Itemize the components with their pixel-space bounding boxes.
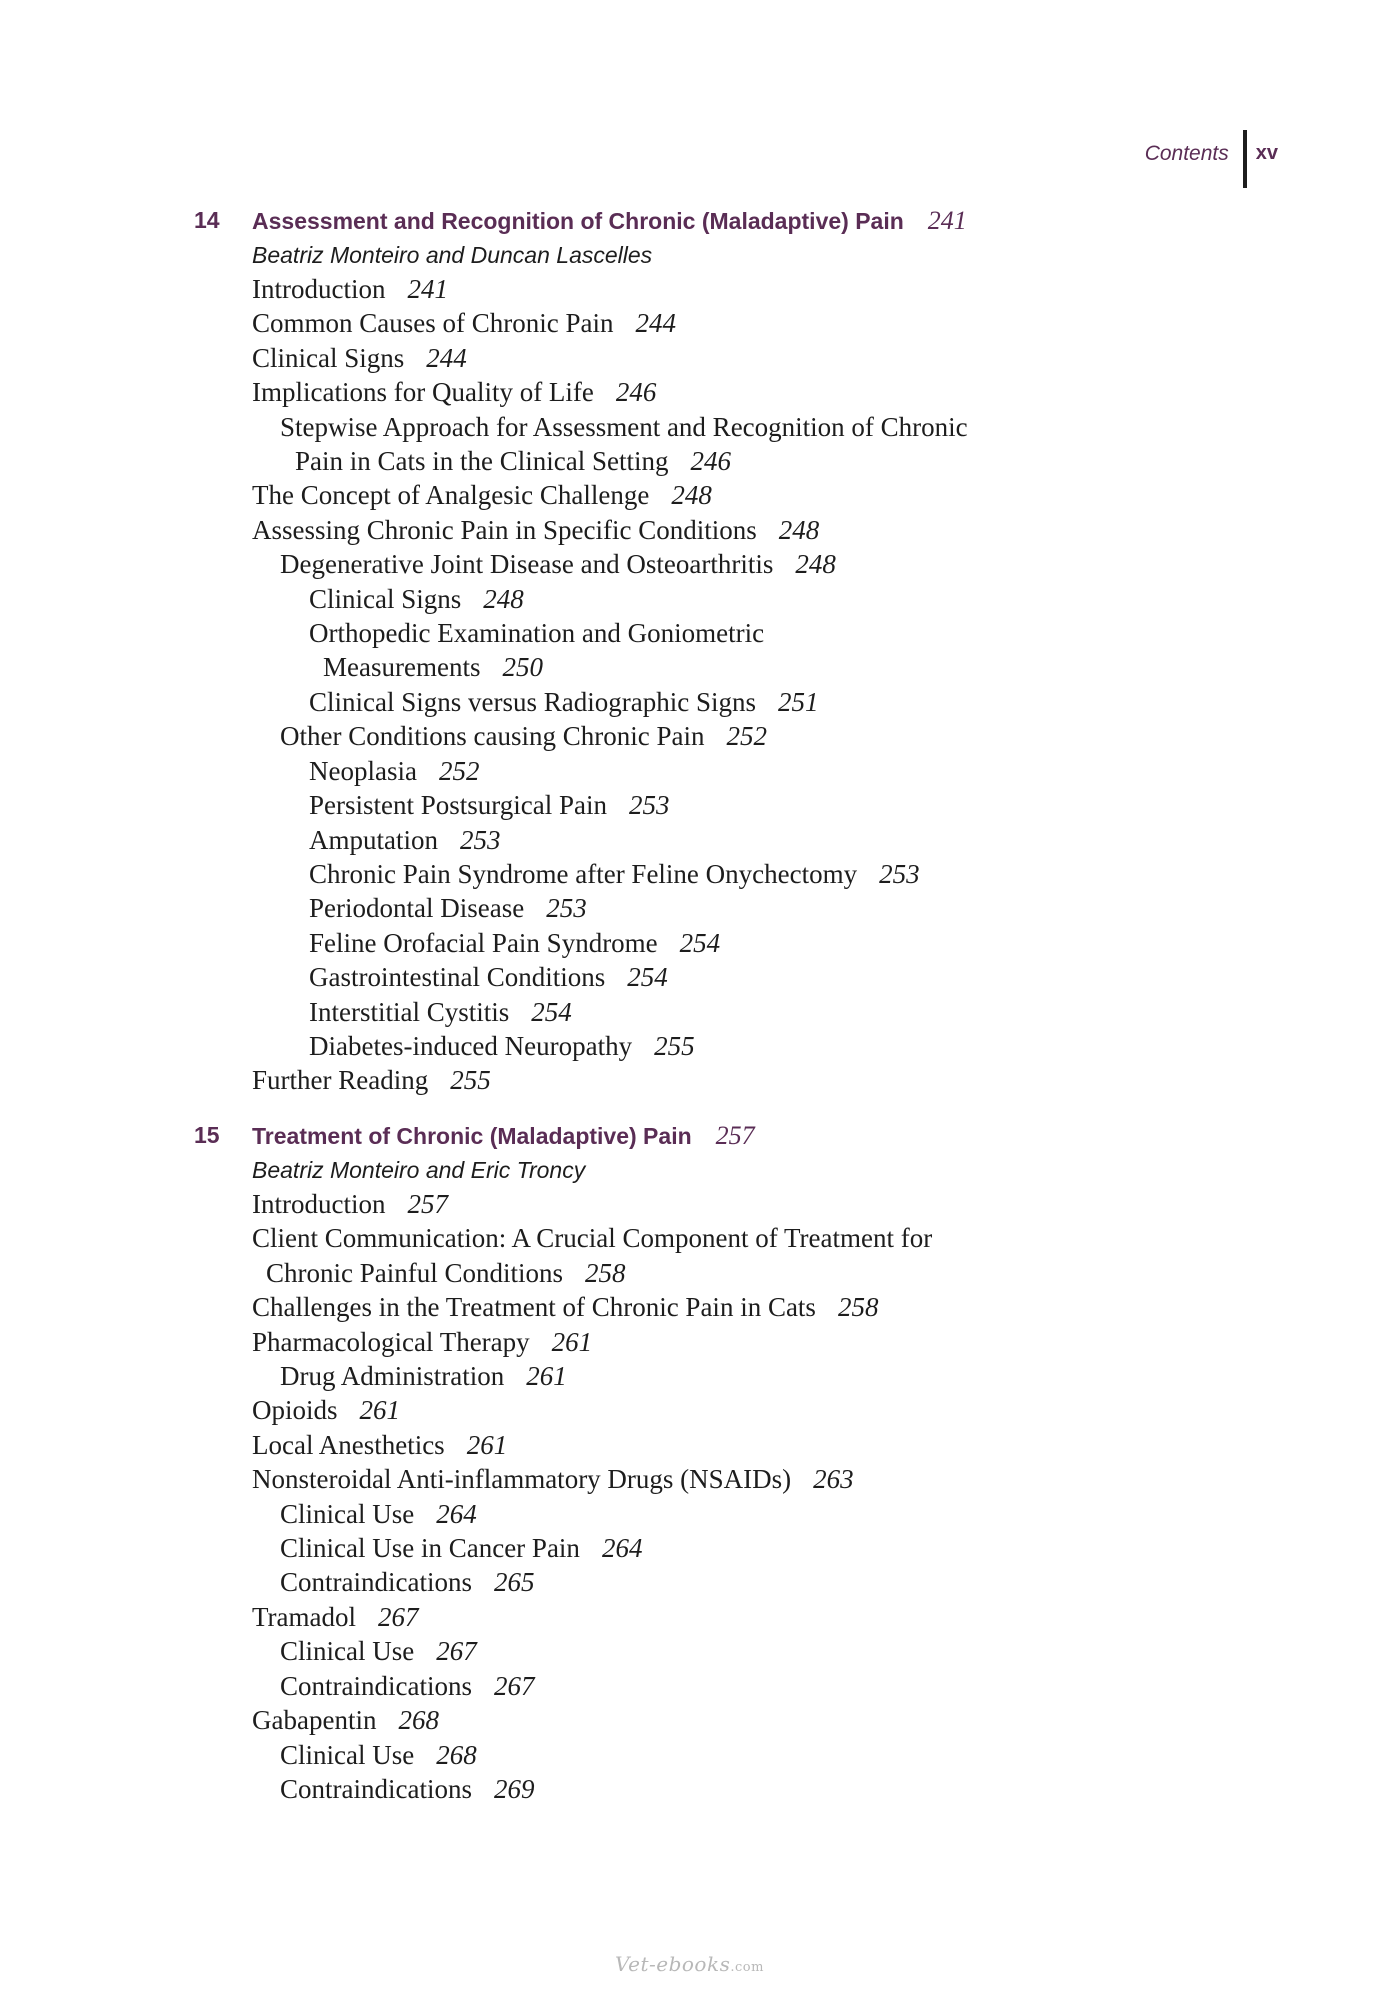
toc-entry-page: 241: [407, 274, 448, 304]
toc-entry-page: 246: [690, 446, 731, 477]
toc-entry[interactable]: [252, 306, 1393, 340]
toc-entry-page: 269: [493, 1773, 535, 1804]
toc-entry[interactable]: [280, 1565, 1393, 1599]
chapter-title-wrap: [252, 203, 967, 239]
toc-entry-page: 258: [585, 1257, 626, 1288]
chapter-page: 257: [715, 1121, 755, 1150]
toc-entry[interactable]: [280, 1531, 1393, 1565]
toc-entry-title: Gastrointestinal Conditions: [309, 962, 606, 993]
toc-entry-page: 257: [407, 1189, 448, 1219]
chapter-number: 15: [194, 1122, 220, 1148]
toc-entry[interactable]: [309, 995, 1393, 1029]
chapter-page: 241: [927, 206, 967, 235]
toc-entry-page: 248: [483, 583, 524, 614]
watermark-logo: [615, 1952, 764, 1976]
toc-entry-title: Diabetes-induced Neuropathy: [309, 1030, 633, 1061]
toc-entry-page: 261: [466, 1429, 508, 1460]
toc-entry-page: 254: [627, 962, 668, 993]
toc-entry-page: 264: [601, 1533, 643, 1564]
toc-entry[interactable]: [280, 1669, 1393, 1703]
toc-entry[interactable]: [309, 823, 1393, 857]
toc-entry-continuation[interactable]: [323, 650, 1393, 684]
toc-entry-title: Contraindications: [280, 1670, 472, 1701]
toc-entry-title: Introduction: [252, 1189, 386, 1219]
toc-entry[interactable]: [309, 960, 1393, 994]
toc-entry-page: 267: [436, 1636, 477, 1667]
toc-entry[interactable]: [252, 341, 1393, 375]
toc-entry-page: 251: [777, 686, 819, 717]
watermark-suffix: .com: [730, 1960, 764, 1975]
chapter-title: Treatment of Chronic (Maladaptive) Pain: [252, 1123, 692, 1149]
chapter-number: 14: [194, 207, 220, 233]
toc-entry[interactable]: [280, 1359, 1393, 1393]
toc-entry-title: Interstitial Cystitis: [309, 996, 510, 1027]
toc-entry[interactable]: [252, 375, 1393, 409]
chapter-title: Assessment and Recognition of Chronic (Maladaptive) Pain: [252, 208, 904, 234]
running-header: [1145, 130, 1278, 188]
toc-entry[interactable]: [309, 685, 1393, 719]
toc-entry-title: Degenerative Joint Disease and Osteoarthritis: [280, 549, 774, 580]
chapter-authors: Beatriz Monteiro and Eric Troncy: [252, 1157, 586, 1183]
running-header-section: Contents: [1144, 142, 1229, 165]
chapter-15: [0, 1118, 1393, 1806]
toc-entry[interactable]: [252, 1063, 1393, 1097]
toc-entry-title: Pharmacological Therapy: [252, 1326, 530, 1357]
toc-entry[interactable]: [280, 1497, 1393, 1531]
toc-entry[interactable]: [252, 1393, 1393, 1427]
chapter-authors: Beatriz Monteiro and Duncan Lascelles: [252, 242, 653, 268]
toc-entry-title: The Concept of Analgesic Challenge: [252, 480, 650, 511]
toc-entry-title: Drug Administration: [280, 1361, 505, 1392]
toc-entry[interactable]: [252, 1221, 1393, 1255]
toc-entry-title: Clinical Use in Cancer Pain: [280, 1533, 580, 1564]
toc-entry-title: Clinical Signs versus Radiographic Signs: [309, 686, 756, 717]
toc-entry-title: Clinical Signs: [309, 583, 462, 614]
toc-entry-title: Further Reading: [252, 1065, 429, 1096]
toc-entry[interactable]: [280, 410, 1393, 444]
toc-entry-title: Nonsteroidal Anti-inflammatory Drugs (NSAIDs): [252, 1464, 792, 1495]
toc-entry-title: Tramadol: [252, 1601, 357, 1632]
toc-entry-page: 244: [635, 308, 676, 339]
toc-entry-title: Clinical Signs: [252, 342, 405, 373]
toc-entry-continuation[interactable]: [266, 1256, 1393, 1290]
toc-entry-title: Stepwise Approach for Assessment and Recognition of Chronic: [280, 411, 968, 442]
toc-entry-page: 244: [426, 342, 467, 373]
chapter-heading[interactable]: [0, 1118, 1393, 1153]
toc-entry-title: Pain in Cats in the Clinical Setting: [295, 446, 669, 477]
toc-entry-title: Other Conditions causing Chronic Pain: [280, 721, 705, 752]
toc-entry-page: 267: [378, 1601, 419, 1632]
toc-entry[interactable]: [252, 1187, 1393, 1221]
toc-entry-page: 250: [502, 652, 543, 683]
toc-entry-title: Feline Orofacial Pain Syndrome: [309, 927, 658, 958]
toc-entry-page: 268: [398, 1705, 439, 1736]
toc-entry[interactable]: [252, 478, 1393, 512]
toc-entry[interactable]: [252, 513, 1393, 547]
toc-entry-title: Common Causes of Chronic Pain: [252, 308, 614, 339]
toc-entry[interactable]: [309, 1029, 1393, 1063]
toc-entry[interactable]: [309, 926, 1393, 960]
toc-entry-page: 252: [438, 755, 480, 786]
chapter-title-wrap: [252, 1118, 755, 1154]
toc-entry-page: 246: [615, 377, 657, 408]
toc-entry-title: Assessing Chronic Pain in Specific Conditions: [252, 514, 757, 545]
toc-entry-title: Implications for Quality of Life: [252, 377, 594, 408]
toc-entry[interactable]: [252, 1703, 1393, 1737]
toc-entry-page: 261: [359, 1395, 401, 1426]
toc-entries: [0, 272, 1393, 1098]
toc-entry[interactable]: [280, 1634, 1393, 1668]
toc-entry-title: Local Anesthetics: [252, 1429, 445, 1460]
toc-entry-title: Measurements: [323, 652, 481, 683]
toc-entry-page: 268: [436, 1739, 477, 1770]
toc-entry-page: 261: [551, 1326, 593, 1357]
toc-entry-title: Chronic Painful Conditions: [266, 1257, 563, 1288]
toc-entry-title: Chronic Pain Syndrome after Feline Onychectomy: [309, 858, 858, 889]
toc-entry-page: 264: [436, 1498, 477, 1529]
toc-entry-page: 248: [671, 480, 712, 511]
toc-entry[interactable]: [309, 582, 1393, 616]
toc-entry[interactable]: [309, 754, 1393, 788]
chapter-14: [0, 203, 1393, 1098]
toc-entry-page: 255: [654, 1030, 695, 1061]
toc-entry-title: Contraindications: [280, 1773, 472, 1804]
toc-entry[interactable]: [309, 616, 1393, 650]
toc-entry-page: 263: [813, 1464, 854, 1495]
toc-entry-page: 267: [493, 1670, 535, 1701]
toc-entry-page: 253: [460, 824, 501, 855]
header-divider: [1243, 130, 1247, 188]
toc-entry[interactable]: [309, 788, 1393, 822]
toc-entry-page: 248: [795, 549, 836, 580]
toc-entry[interactable]: [252, 1290, 1393, 1324]
page-number: xv: [1255, 142, 1278, 164]
toc-entries: [0, 1187, 1393, 1806]
toc-entry-continuation[interactable]: [295, 444, 1393, 478]
toc-entry-page: 258: [837, 1292, 879, 1323]
toc-entry-page: 252: [726, 721, 767, 752]
toc-entry[interactable]: [280, 1738, 1393, 1772]
toc-entry-page: 248: [778, 514, 820, 545]
toc-entry-title: Clinical Use: [280, 1739, 415, 1770]
toc-entry-title: Challenges in the Treatment of Chronic Pain in Cats: [252, 1292, 816, 1323]
toc-entry-page: 261: [526, 1361, 567, 1392]
toc-entry-title: Amputation: [309, 824, 438, 855]
toc-entry-title: Gabapentin: [252, 1705, 377, 1736]
toc-entry-title: Clinical Use: [280, 1636, 415, 1667]
watermark-main: Vet-ebooks: [615, 1952, 731, 1976]
toc-entry-title: Opioids: [252, 1395, 338, 1426]
toc-entry-page: 254: [531, 996, 572, 1027]
toc-entry[interactable]: [280, 719, 1393, 753]
chapter-heading[interactable]: [0, 203, 1393, 238]
toc-entry-title: Persistent Postsurgical Pain: [309, 790, 608, 821]
toc-entry-page: 254: [679, 927, 721, 958]
toc-entry-title: Periodontal Disease: [309, 893, 525, 924]
toc-entry-title: Client Communication: A Crucial Component of Treatment for: [252, 1223, 933, 1254]
toc-entry-page: 253: [546, 893, 587, 924]
toc-entry[interactable]: [252, 1600, 1393, 1634]
toc-entry-page: 253: [629, 790, 670, 821]
toc-entry-title: Clinical Use: [280, 1498, 415, 1529]
toc-entry[interactable]: [309, 891, 1393, 925]
toc-entry-title: Orthopedic Examination and Goniometric: [309, 618, 765, 649]
toc-entry[interactable]: [252, 1325, 1393, 1359]
toc-entry-page: 253: [879, 858, 920, 889]
toc-entry-title: Contraindications: [280, 1567, 472, 1598]
toc-entry[interactable]: [252, 272, 1393, 306]
toc-entry[interactable]: [252, 1428, 1393, 1462]
toc-entry-title: Neoplasia: [309, 755, 417, 786]
toc-entry-page: 265: [493, 1567, 535, 1598]
toc-entry[interactable]: [309, 857, 1393, 891]
toc-entry[interactable]: [280, 547, 1393, 581]
toc-entry[interactable]: [280, 1772, 1393, 1806]
toc-entry[interactable]: [252, 1462, 1393, 1496]
toc-entry-title: Introduction: [252, 274, 386, 304]
toc-entry-page: 255: [450, 1065, 491, 1096]
